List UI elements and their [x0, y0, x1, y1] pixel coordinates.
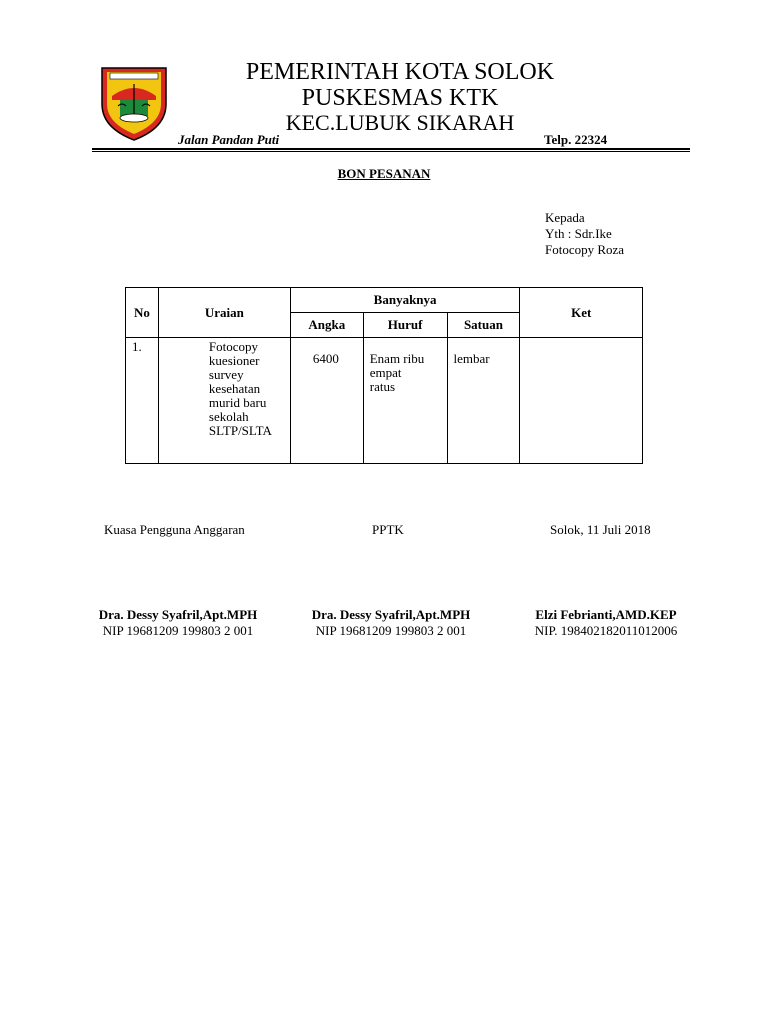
uraian-line: murid baru: [208, 395, 267, 410]
signature-nip-middle: NIP 19681209 199803 2 001: [315, 623, 467, 638]
header-divider-thick: [92, 148, 690, 150]
header-phone: Telp. 22324: [544, 132, 608, 147]
uraian-line: survey: [208, 367, 244, 382]
header-no: No: [126, 288, 159, 338]
header-angka: Angka: [290, 313, 363, 338]
table-row: [126, 338, 643, 464]
header-divider-thin: [92, 151, 690, 152]
recipient-line-3: Fotocopy Roza: [545, 242, 625, 257]
cell-uraian: [158, 338, 290, 464]
cell-ket: [520, 338, 643, 464]
document-title: BON PESANAN: [337, 166, 431, 181]
header-satuan: Satuan: [447, 313, 520, 338]
recipient-line-1: Kepada: [545, 210, 585, 225]
cell-satuan: lembar: [447, 338, 520, 464]
header-district-name: KEC.LUBUK SIKARAH: [285, 110, 515, 135]
huruf-line: Enam ribu: [369, 351, 425, 366]
signature-nip-left: NIP 19681209 199803 2 001: [102, 623, 254, 638]
signature-place-date: Solok, 11 Juli 2018: [550, 522, 651, 537]
city-crest-logo: [98, 62, 170, 142]
signature-nip-right: NIP. 198402182011012006: [534, 623, 678, 638]
header-puskesmas-name: PUSKESMAS KTK: [301, 85, 499, 111]
huruf-line: ratus: [369, 379, 396, 394]
cell-huruf: [363, 338, 447, 464]
signature-role-middle: PPTK: [372, 522, 404, 537]
order-table: [125, 287, 643, 464]
signature-name-middle: Dra. Dessy Syafril,Apt.MPH: [311, 607, 471, 622]
uraian-line: kuesioner: [208, 353, 260, 368]
huruf-line: empat: [369, 365, 402, 380]
header-ket: Ket: [520, 288, 643, 338]
header-huruf: Huruf: [363, 313, 447, 338]
uraian-line: sekolah: [208, 409, 249, 424]
header-banyaknya: Banyaknya: [290, 288, 520, 313]
uraian-line: Fotocopy: [208, 339, 259, 354]
table-header-row: [126, 288, 643, 313]
uraian-line: SLTP/SLTA: [208, 423, 272, 438]
header-address: Jalan Pandan Puti: [178, 132, 280, 147]
signature-name-right: Elzi Febrianti,AMD.KEP: [535, 607, 677, 622]
signature-role-left: Kuasa Pengguna Anggaran: [104, 522, 245, 537]
header-government-name: PEMERINTAH KOTA SOLOK: [245, 59, 555, 85]
cell-no: 1.: [126, 338, 159, 464]
recipient-line-2: Yth : Sdr.Ike: [545, 226, 612, 241]
uraian-line: kesehatan: [208, 381, 261, 396]
cell-angka: 6400: [290, 338, 363, 464]
header-uraian: Uraian: [158, 288, 290, 338]
signature-name-left: Dra. Dessy Syafril,Apt.MPH: [98, 607, 258, 622]
